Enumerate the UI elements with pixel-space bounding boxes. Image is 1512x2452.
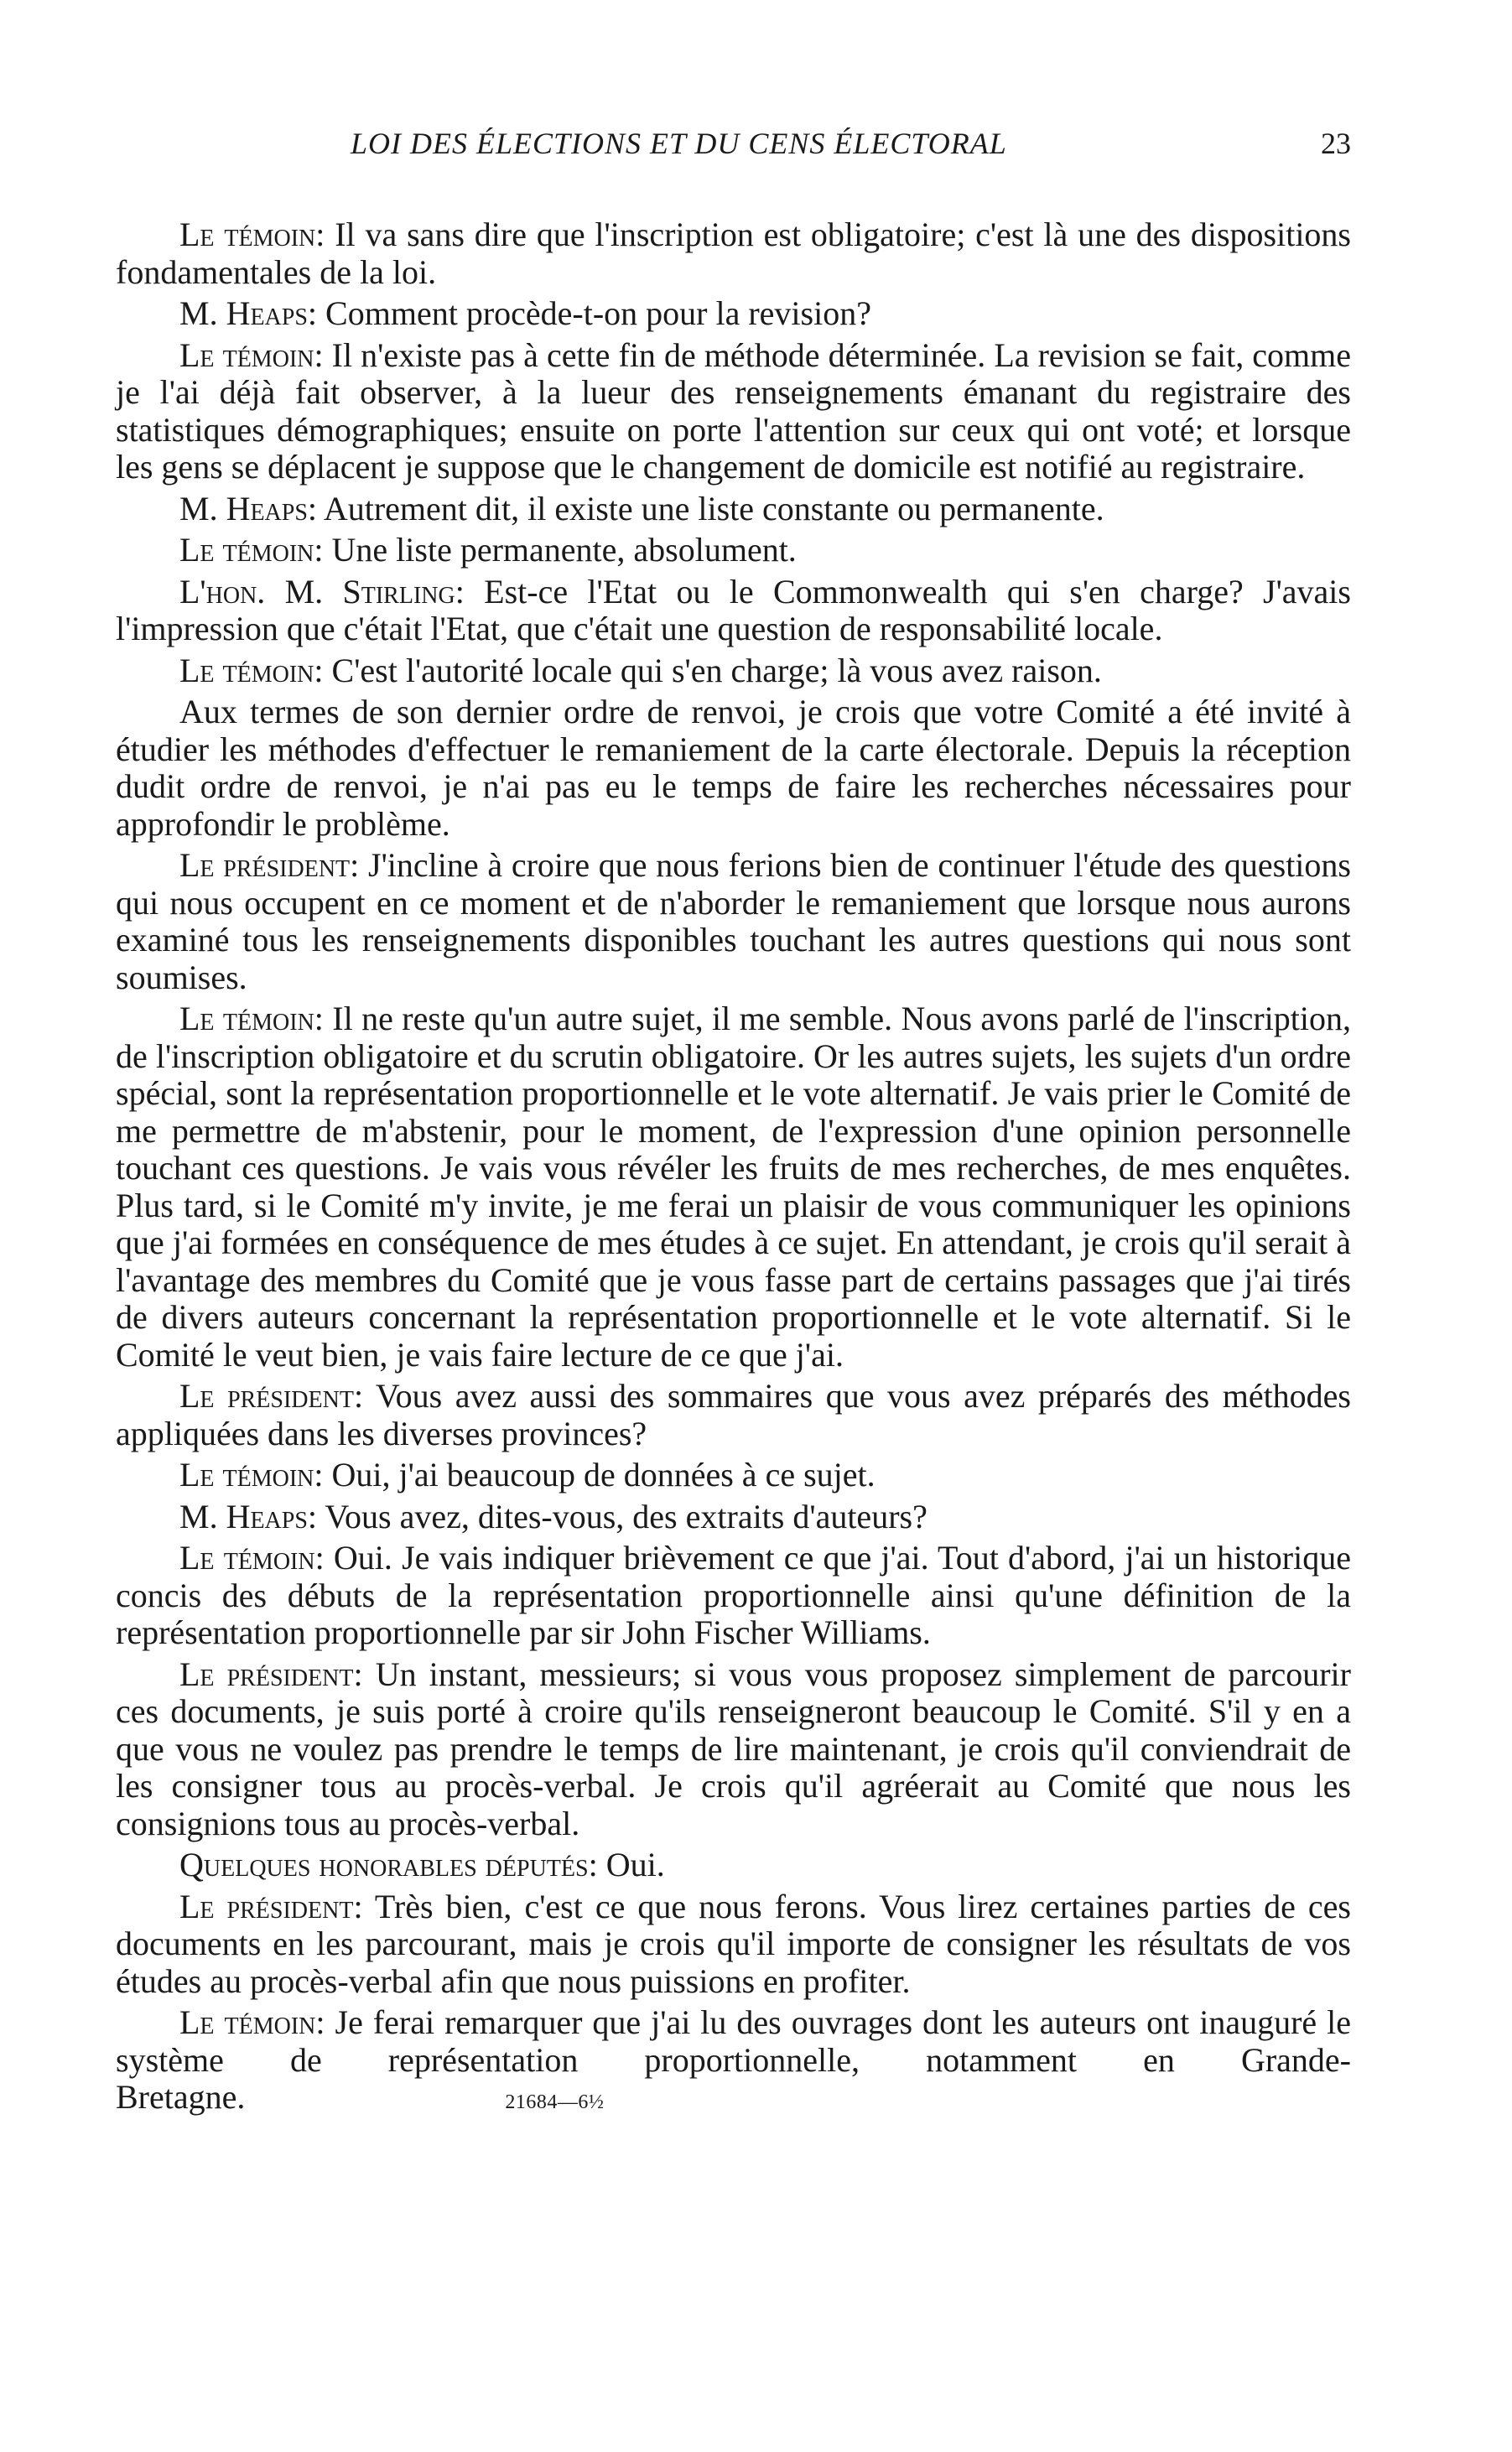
paragraph-text: Un instant, messieurs; si vous vous proposez simplement de parcourir ces documents, je suis porté à croire qu'ils renseigneront beaucoup le Comité. S'il y en a que vous ne voulez pas prendre le temps de lire maintenant, je crois qu'il conviendrait de les consigner tous au procès-verbal. Je crois qu'il agréerait au Comité que nous les consignions tous au procès-verbal. — [116, 1655, 1351, 1842]
testimony-paragraph — [116, 574, 1351, 648]
speaker-colon: : — [353, 1377, 376, 1415]
testimony-paragraph — [116, 652, 1351, 690]
testimony-body — [116, 216, 1351, 2122]
testimony-paragraph — [116, 295, 1351, 333]
speaker-colon: : — [307, 294, 326, 332]
speaker-label: Le témoin — [179, 1456, 314, 1494]
speaker-label: Le président — [179, 846, 351, 884]
speaker-label: Le témoin — [179, 335, 314, 374]
speaker-colon: : — [315, 216, 335, 253]
speaker-label: Le président — [179, 1655, 354, 1693]
testimony-paragraph — [116, 2004, 1351, 2122]
speaker-colon: : — [314, 335, 332, 374]
speaker-label: Le témoin — [179, 216, 316, 253]
speaker-label: M. Heaps — [179, 489, 308, 527]
testimony-paragraph — [116, 491, 1351, 528]
testimony-paragraph — [116, 1888, 1351, 2001]
paragraph-text: Est-ce l'Etat ou le Commonwealth qui s'en charge? J'avais l'impression que c'était l'Etat, que c'était une question de responsabilité locale. — [116, 572, 1351, 647]
speaker-colon: : — [307, 489, 324, 527]
speaker-colon: : — [315, 2003, 335, 2041]
paragraph-text: Aux termes de son dernier ordre de renvoi, je crois que votre Comité a été invité à étudier les méthodes d'effectuer le remaniement de la carte électorale. Depuis la réception dudit ordre de renvoi, je n'ai pas eu le temps de faire les recherches nécessaires pour approfondir le problème. — [116, 693, 1351, 843]
paragraph-text: Il va sans dire que l'inscription est obligatoire; c'est là une des dispositions fondamentales de la loi. — [116, 216, 1351, 291]
testimony-paragraph — [116, 694, 1351, 843]
speaker-label: Le témoin — [179, 1539, 315, 1577]
paragraph-text: Très bien, c'est ce que nous ferons. Vous lirez certaines parties de ces documents en les parcourant, mais je crois qu'il importe de consigner les résultats de vos études au procès-verbal afin que nous puissions en profiter. — [116, 1887, 1352, 2000]
paragraph-text: Oui, j'ai beaucoup de données à ce sujet. — [331, 1456, 876, 1494]
paragraph-text: Oui. Je vais indiquer brièvement ce que j'ai. Tout d'abord, j'ai un historique concis des débuts de la représentation proportionnelle ainsi qu'une définition de la représentation proportionnelle par sir John Fischer Williams. — [116, 1539, 1351, 1651]
speaker-label: Le président — [179, 1887, 354, 1925]
paragraph-text: Je ferai remarquer que j'ai lu des ouvrages dont les auteurs ont inauguré le système de représentation proportionnelle, notamment en Grande-Bretagne. — [116, 2003, 1352, 2116]
paragraph-text: Une liste permanente, absolument. — [331, 531, 797, 569]
speaker-colon: : — [314, 1456, 332, 1494]
speaker-colon: : — [314, 1539, 334, 1577]
testimony-paragraph — [116, 847, 1351, 996]
testimony-paragraph — [116, 532, 1351, 569]
testimony-paragraph — [116, 1540, 1351, 1652]
testimony-paragraph — [116, 1000, 1351, 1374]
paragraph-text: Oui. — [605, 1846, 665, 1883]
speaker-label: Quelques honorables députés — [179, 1846, 589, 1883]
running-title: LOI DES ÉLECTIONS ET DU CENS ÉLECTORAL — [351, 127, 1007, 160]
paragraph-text: Il ne reste qu'un autre sujet, il me semble. Nous avons parlé de l'inscription, de l'inscription obligatoire et du scrutin obligatoire. Or les autres sujets, les sujets d'un ordre spécial, sont la représentation proportionnelle et le vote alternatif. Je vais prier le Comité de me permettre de m'abstenir, pour le moment, de l'expression d'une opinion personnelle touchant ces questions. Je vais vous révéler les fruits de mes recherches, de mes enquêtes. Plus tard, si le Comité m'y invite, je me ferai un plaisir de vous communiquer les opinions que j'ai formées en conséquence de mes études à ce sujet. En attendant, je crois qu'il serait à l'avantage des membres du Comité que je vous fasse part de certains passages que j'ai tirés de divers auteurs concernant la représentation proportionnelle et le vote alternatif. Si le Comité le veut bien, je vais faire lecture de ce que j'ai. — [116, 1000, 1351, 1374]
speaker-colon: : — [314, 651, 332, 689]
speaker-label: M. Heaps — [179, 1497, 308, 1535]
paragraph-text: Il n'existe pas à cette fin de méthode déterminée. La revision se fait, comme je l'ai déjà fait observer, à la lueur des renseignements émanant du registraire des statistiques démographiques; ensuite on porte l'attention sur ceux qui ont voté; et lorsque les gens se déplacent je suppose que le changement de domicile est notifié au registraire. — [116, 335, 1352, 486]
speaker-label: L'hon. M. Stirling — [179, 572, 455, 610]
page-number: 23 — [1321, 127, 1351, 160]
testimony-paragraph — [116, 1499, 1351, 1536]
speaker-colon: : — [353, 1887, 375, 1925]
paragraph-text: C'est l'autorité locale qui s'en charge; là vous avez raison. — [331, 651, 1102, 689]
speaker-colon: : — [588, 1846, 606, 1883]
speaker-colon: : — [307, 1497, 325, 1535]
testimony-paragraph — [116, 1847, 1351, 1884]
signature-code: 21684—6½ — [505, 2091, 605, 2113]
speaker-label: Le témoin — [179, 651, 314, 689]
speaker-label: Le témoin — [179, 2003, 316, 2041]
paragraph-text: Vous avez, dites-vous, des extraits d'auteurs? — [325, 1497, 927, 1535]
speaker-label: Le président — [179, 1377, 354, 1415]
speaker-colon: : — [314, 531, 332, 569]
testimony-paragraph — [116, 1457, 1351, 1494]
paragraph-text: Vous avez aussi des sommaires que vous avez préparés des méthodes appliquées dans les diverses provinces? — [116, 1377, 1352, 1452]
speaker-label: Le témoin — [179, 531, 314, 569]
paragraph-text: Autrement dit, il existe une liste constante ou permanente. — [323, 489, 1104, 527]
running-header — [116, 126, 1351, 184]
testimony-paragraph — [116, 1378, 1351, 1452]
testimony-paragraph — [116, 216, 1351, 291]
testimony-paragraph — [116, 1656, 1351, 1843]
speaker-label: Le témoin — [179, 1000, 314, 1037]
paragraph-text: Comment procède-t-on pour la revision? — [325, 294, 871, 332]
speaker-colon: : — [455, 572, 485, 610]
speaker-colon: : — [314, 1000, 333, 1037]
speaker-label: M. Heaps — [179, 294, 308, 332]
testimony-paragraph — [116, 337, 1351, 486]
paragraph-text: J'incline à croire que nous ferions bien de continuer l'étude des questions qui nous occupent en ce moment et de n'aborder le remaniement que lorsque nous aurons examiné tous les renseignements disponibles touchant les autres questions qui nous sont soumises. — [116, 846, 1351, 996]
speaker-colon: : — [350, 846, 368, 884]
speaker-colon: : — [353, 1655, 376, 1693]
